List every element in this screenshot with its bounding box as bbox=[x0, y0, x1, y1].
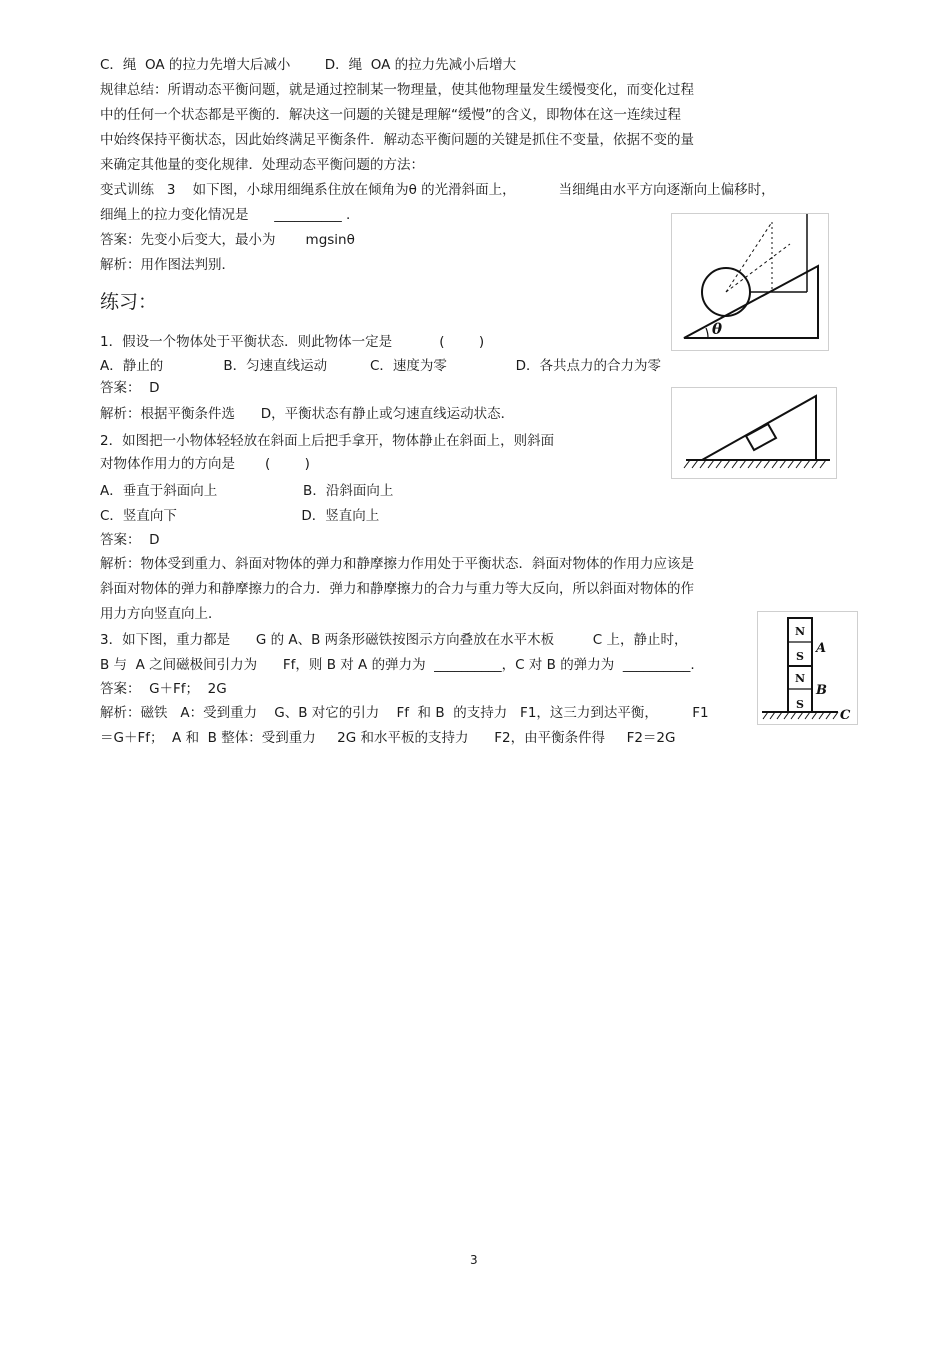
q1-options: A．静止的 B．匀速直线运动 C．速度为零 D．各共点力的合力为零 bbox=[100, 358, 661, 374]
magnet-a-label: A bbox=[816, 641, 827, 656]
q3-stem-1: 3．如下图，重力都是 G 的 A、B 两条形磁铁按图示方向叠放在水平木板 C 上，静止时， bbox=[100, 632, 688, 648]
q2-options-ab: A．垂直于斜面向上 B．沿斜面向上 bbox=[100, 483, 394, 499]
variant-question-line-2: 细绳上的拉力变化情况是 __________ . bbox=[100, 207, 351, 223]
q3-analysis-2: ＝G＋Ff； A 和 B 整体：受到重力 2G 和水平板的支持力 F2，由平衡条件得 F2＝2G bbox=[100, 730, 676, 746]
q3-analysis-1: 解析：磁铁 A：受到重力 G、B 对它的引力 Ff 和 B 的支持力 F1，这三力到达平衡， F1 bbox=[100, 705, 709, 721]
q2-analysis-3: 用力方向竖直向上． bbox=[100, 606, 222, 622]
magnet-b-north-label: N bbox=[795, 672, 806, 685]
figure-block-on-incline bbox=[671, 387, 837, 479]
board-c-label: C bbox=[840, 708, 851, 723]
q2-answer: 答案： D bbox=[100, 532, 160, 548]
q2-analysis-2: 斜面对物体的弹力和静摩擦力的合力．弹力和静摩擦力的合力与重力等大反向，所以斜面对物体的作 bbox=[100, 581, 694, 597]
figure1-angle-label: θ bbox=[712, 320, 723, 338]
summary-line-1: 规律总结：所谓动态平衡问题，就是通过控制某一物理量，使其他物理量发生缓慢变化，而变化过程 bbox=[100, 82, 694, 98]
option-c-d-line: C．绳 OA 的拉力先增大后减小 D．绳 OA 的拉力先减小后增大 bbox=[100, 57, 517, 73]
q3-stem-2: B 与 A 之间磁极间引力为 Ff，则 B 对 A 的弹力为 __________，C 对 B 的弹力为 __________. bbox=[100, 657, 695, 673]
q1-analysis: 解析：根据平衡条件选 D，平衡状态有静止或匀速直线运动状态． bbox=[100, 406, 515, 422]
figure-ball-on-incline bbox=[671, 213, 829, 351]
summary-line-2: 中的任何一个状态都是平衡的．解决这一问题的关键是理解“缓慢”的含义，即物体在这一连续过程 bbox=[100, 107, 681, 123]
figure-stacked-magnets bbox=[757, 611, 858, 725]
variant-analysis: 解析：用作图法判别． bbox=[100, 257, 235, 273]
magnet-a-south-label: S bbox=[796, 650, 804, 663]
summary-line-3: 中始终保持平衡状态，因此始终满足平衡条件．解动态平衡问题的关键是抓住不变量，依据不变的量 bbox=[100, 132, 694, 148]
q1-answer: 答案： D bbox=[100, 380, 160, 396]
q2-analysis-1: 解析：物体受到重力、斜面对物体的弹力和静摩擦力作用处于平衡状态．斜面对物体的作用力应该是 bbox=[100, 556, 694, 572]
variant-answer: 答案：先变小后变大，最小为 mgsinθ bbox=[100, 232, 355, 248]
page-number: 3 bbox=[470, 1253, 478, 1267]
q3-answer: 答案： G＋Ff； 2G bbox=[100, 681, 227, 697]
summary-line-4: 来确定其他量的变化规律．处理动态平衡问题的方法： bbox=[100, 157, 424, 173]
q2-stem-2: 对物体作用力的方向是 ( ) bbox=[100, 456, 310, 472]
magnet-b-label: B bbox=[816, 683, 827, 698]
q2-stem-1: 2．如图把一小物体轻轻放在斜面上后把手拿开，物体静止在斜面上，则斜面 bbox=[100, 433, 555, 449]
magnet-b-south-label: S bbox=[796, 698, 804, 711]
variant-question-line-1: 变式训练 3 如下图，小球用细绳系住放在倾角为θ 的光滑斜面上， 当细绳由水平方向逐渐向上偏移时， bbox=[100, 182, 775, 198]
practice-heading: 练习： bbox=[100, 291, 158, 313]
q2-options-cd: C．竖直向下 D．竖直向上 bbox=[100, 508, 380, 524]
q1-stem: 1．假设一个物体处于平衡状态．则此物体一定是 ( ) bbox=[100, 334, 485, 350]
magnet-a-north-label: N bbox=[795, 625, 806, 638]
